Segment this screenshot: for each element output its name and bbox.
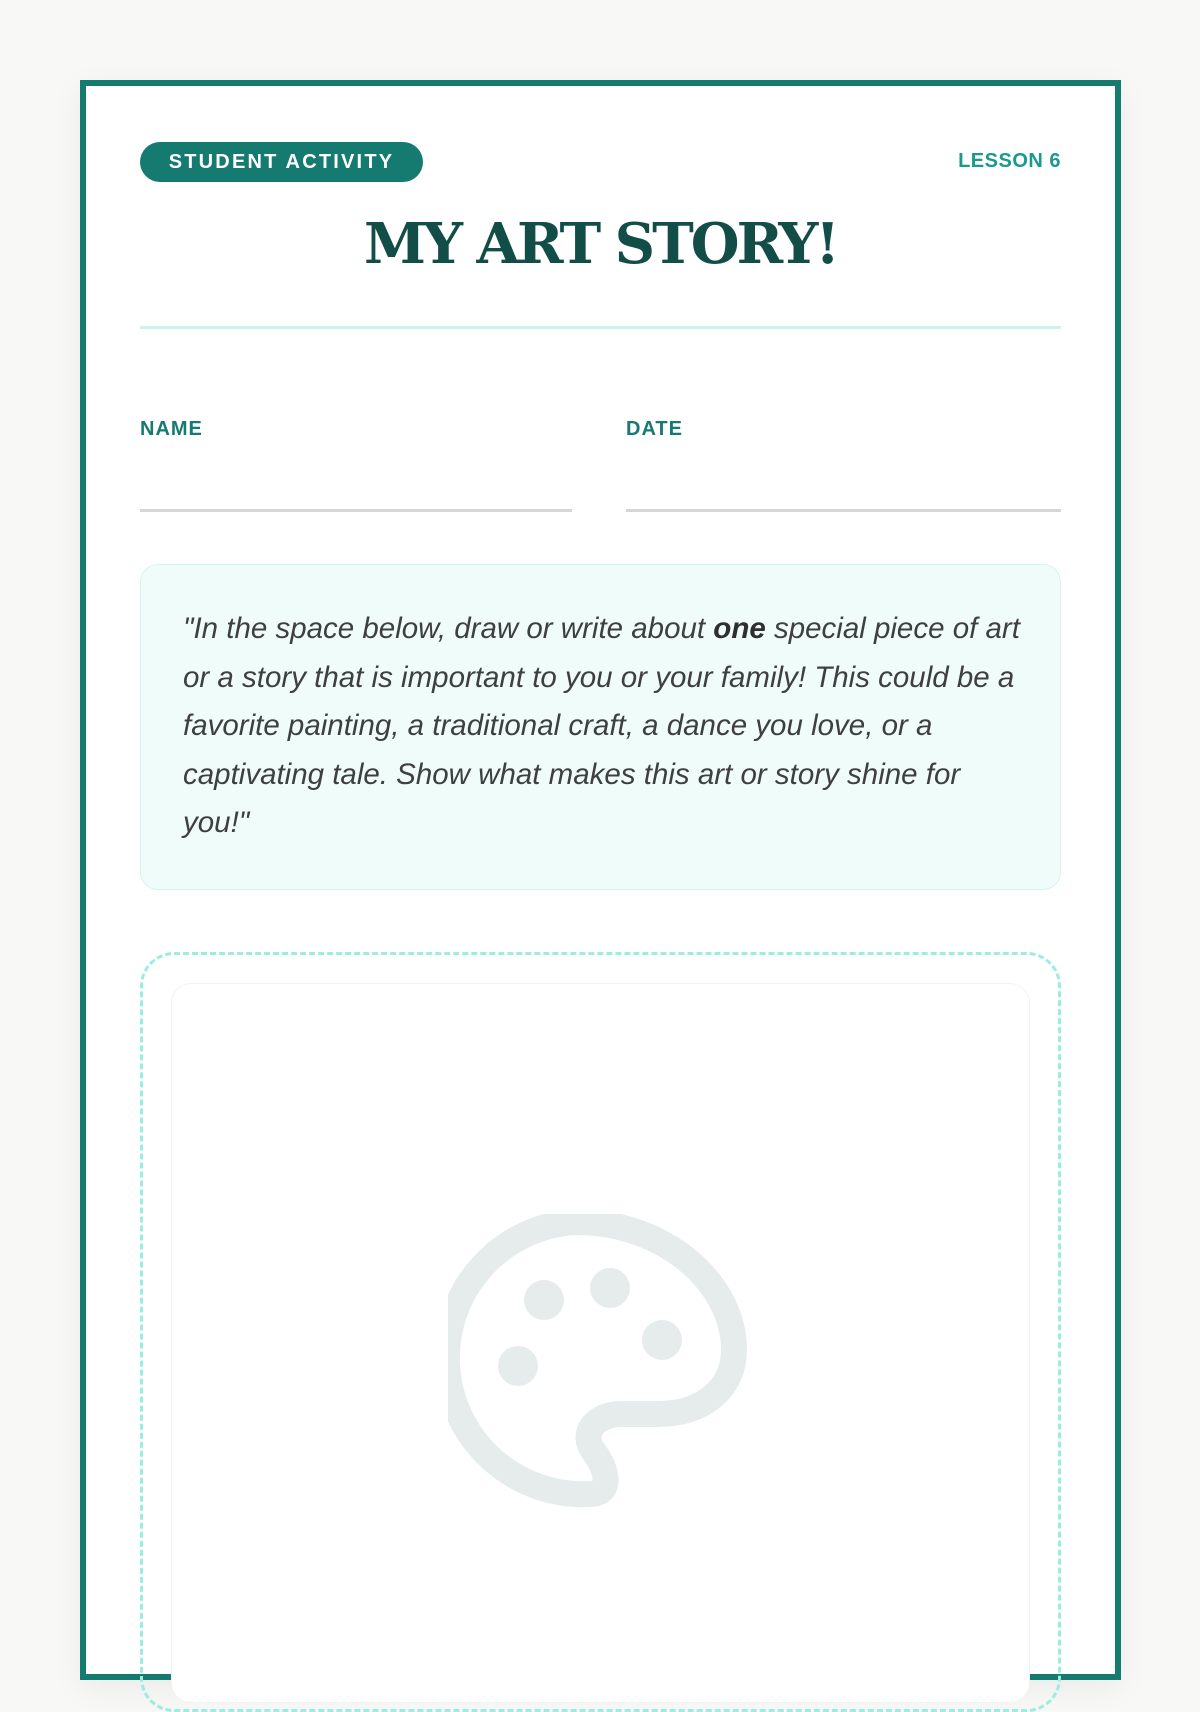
date-label: DATE [626, 418, 683, 440]
date-field[interactable] [626, 509, 1061, 512]
title-divider [140, 326, 1061, 329]
palette-icon [448, 1214, 752, 1518]
student-activity-badge: STUDENT ACTIVITY [140, 142, 423, 182]
instructions-emphasis: one [713, 612, 766, 645]
name-field[interactable] [140, 509, 572, 512]
drawing-area[interactable] [171, 983, 1030, 1703]
drawing-area-border [140, 952, 1061, 1712]
lesson-number: LESSON 6 [958, 150, 1061, 172]
page-title: MY ART STORY! [364, 211, 837, 277]
instructions-text-end: special piece of art or a story that is important to you or your family! This could be a favorite painting, a traditional craft, a dance you love, or a captivating tale. Show what makes this art or story shine for you!" [183, 612, 1020, 839]
name-label: NAME [140, 418, 203, 440]
activity-sheet [80, 80, 1121, 1680]
instructions-text [183, 605, 1020, 848]
instructions-text-start: "In the space below, draw or write about [183, 612, 714, 645]
instructions-box [140, 564, 1061, 890]
